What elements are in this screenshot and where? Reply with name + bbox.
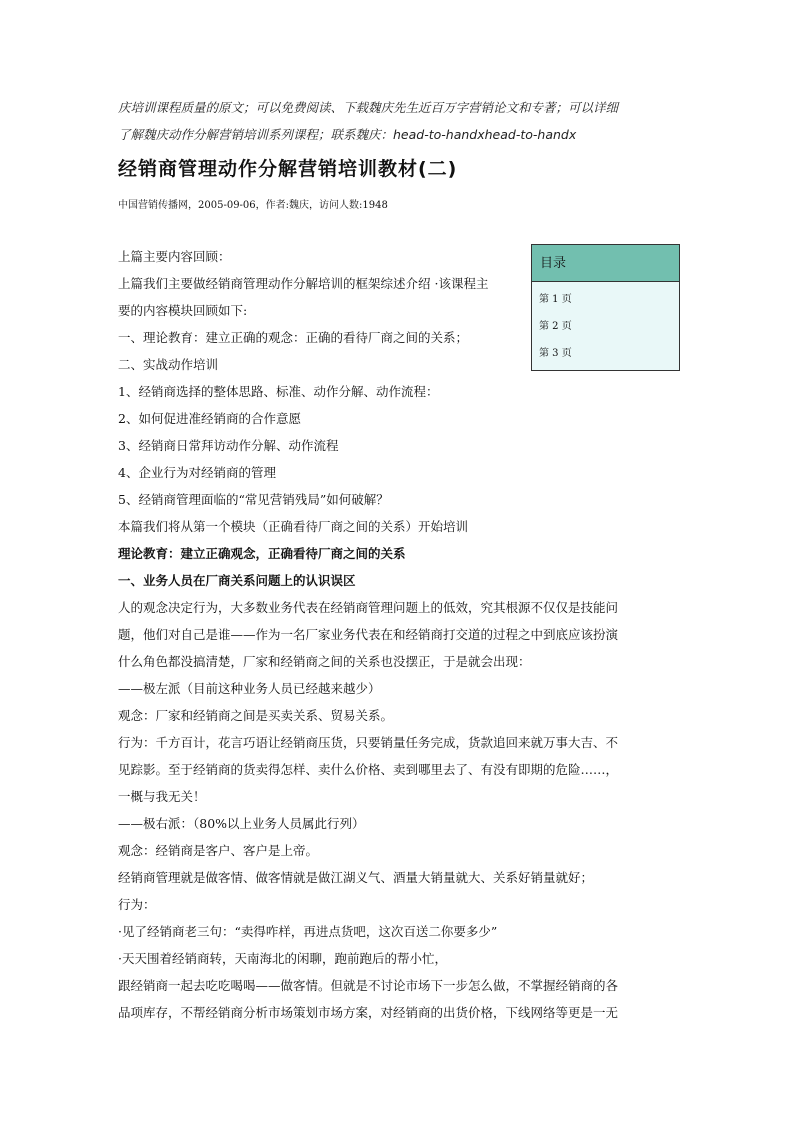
paragraph-line: 2、如何促进准经销商的合作意愿 (118, 411, 301, 426)
subsection-heading: 一、业务人员在厂商关系问题上的认识误区 (118, 573, 356, 588)
toc-item-page-3[interactable]: 第 3 页 (539, 348, 572, 359)
paragraph-line: ——极左派（目前这种业务人员已经越来越少） (118, 681, 381, 696)
paragraph-line: 跟经销商一起去吃吃喝喝——做客情。但就是不讨论市场下一步怎么做，不掌握经销商的各 (118, 978, 619, 993)
toc-item-page-1[interactable]: 第 1 页 (539, 294, 572, 305)
paragraph-line: 人的观念决定行为，大多数业务代表在经销商管理问题上的低效，究其根源不仅仅是技能问 (118, 600, 619, 615)
paragraph-line: 二、实战动作培训 (118, 357, 219, 372)
paragraph-line: 什么角色都没搞清楚，厂家和经销商之间的关系也没摆正，于是就会出现： (118, 654, 531, 669)
paragraph-line: 行为： (118, 897, 156, 912)
intro-line-1: 庆培训课程质量的原文；可以免费阅读、下载魏庆先生近百万字营销论文和专著；可以详细 (118, 100, 619, 115)
paragraph-line: 行为：千方百计，花言巧语让经销商压货，只要销量任务完成，货款追回来就万事大吉、不 (118, 735, 619, 750)
paragraph-line: 一概与我无关！ (118, 789, 206, 804)
paragraph-line: 一、理论教育：建立正确的观念：正确的看待厂商之间的关系； (118, 330, 469, 345)
paragraph-line: 本篇我们将从第一个模块（正确看待厂商之间的关系）开始培训 (118, 519, 469, 534)
paragraph-line: 观念：经销商是客户、客户是上帝。 (118, 843, 319, 858)
paragraph-line: 上篇主要内容回顾： (118, 249, 231, 264)
paragraph-line: 1、经销商选择的整体思路、标准、动作分解、动作流程： (118, 384, 439, 399)
toc-heading: 目录 (532, 245, 679, 282)
paragraph-line: 观念：厂家和经销商之间是买卖关系、贸易关系。 (118, 708, 394, 723)
paragraph-line: ——极右派：（80%以上业务人员属此行列） (118, 816, 365, 831)
section-heading: 理论教育：建立正确观念，正确看待厂商之间的关系 (118, 546, 406, 561)
toc-item-page-2[interactable]: 第 2 页 (539, 321, 572, 332)
paragraph-line: ·天天围着经销商转，天南海北的闲聊，跑前跑后的帮小忙， (118, 951, 447, 966)
paragraph-line: ·见了经销商老三句：“卖得咋样，再进点货吧，这次百送二你要多少” (118, 924, 498, 939)
paragraph-line: 品项库存，不帮经销商分析市场策划市场方案，对经销商的出货价格，下线网络等更是一无 (118, 1005, 619, 1020)
article-meta: 中国营销传播网，2005-09-06，作者:魏庆，访问人数:1948 (118, 200, 388, 211)
paragraph-line: 经销商管理就是做客情、做客情就是做江湖义气、酒量大销量就大、关系好销量就好； (118, 870, 594, 885)
intro-line-2: 了解魏庆动作分解营销培训系列课程；联系魏庆：head-to-handxhead-to-handx (118, 127, 577, 142)
article-title: 经销商管理动作分解营销培训教材(二) (118, 158, 458, 180)
paragraph-line: 4、企业行为对经销商的管理 (118, 465, 276, 480)
intro-note (118, 94, 690, 148)
paragraph-line: 题，他们对自己是谁——作为一名厂家业务代表在和经销商打交道的过程之中到底应该扮演 (118, 627, 619, 642)
paragraph-line: 3、经销商日常拜访动作分解、动作流程 (118, 438, 339, 453)
paragraph-line: 要的内容模块回顾如下: (118, 303, 248, 318)
paragraph-line: 上篇我们主要做经销商管理动作分解培训的框架综述介绍 ·该课程主 (118, 276, 489, 291)
paragraph-line: 见踪影。至于经销商的货卖得怎样、卖什么价格、卖到哪里去了、有没有即期的危险……， (118, 762, 619, 777)
paragraph-line: 5、经销商管理面临的“常见营销残局”如何破解？ (118, 492, 389, 507)
article-body (118, 243, 690, 1026)
